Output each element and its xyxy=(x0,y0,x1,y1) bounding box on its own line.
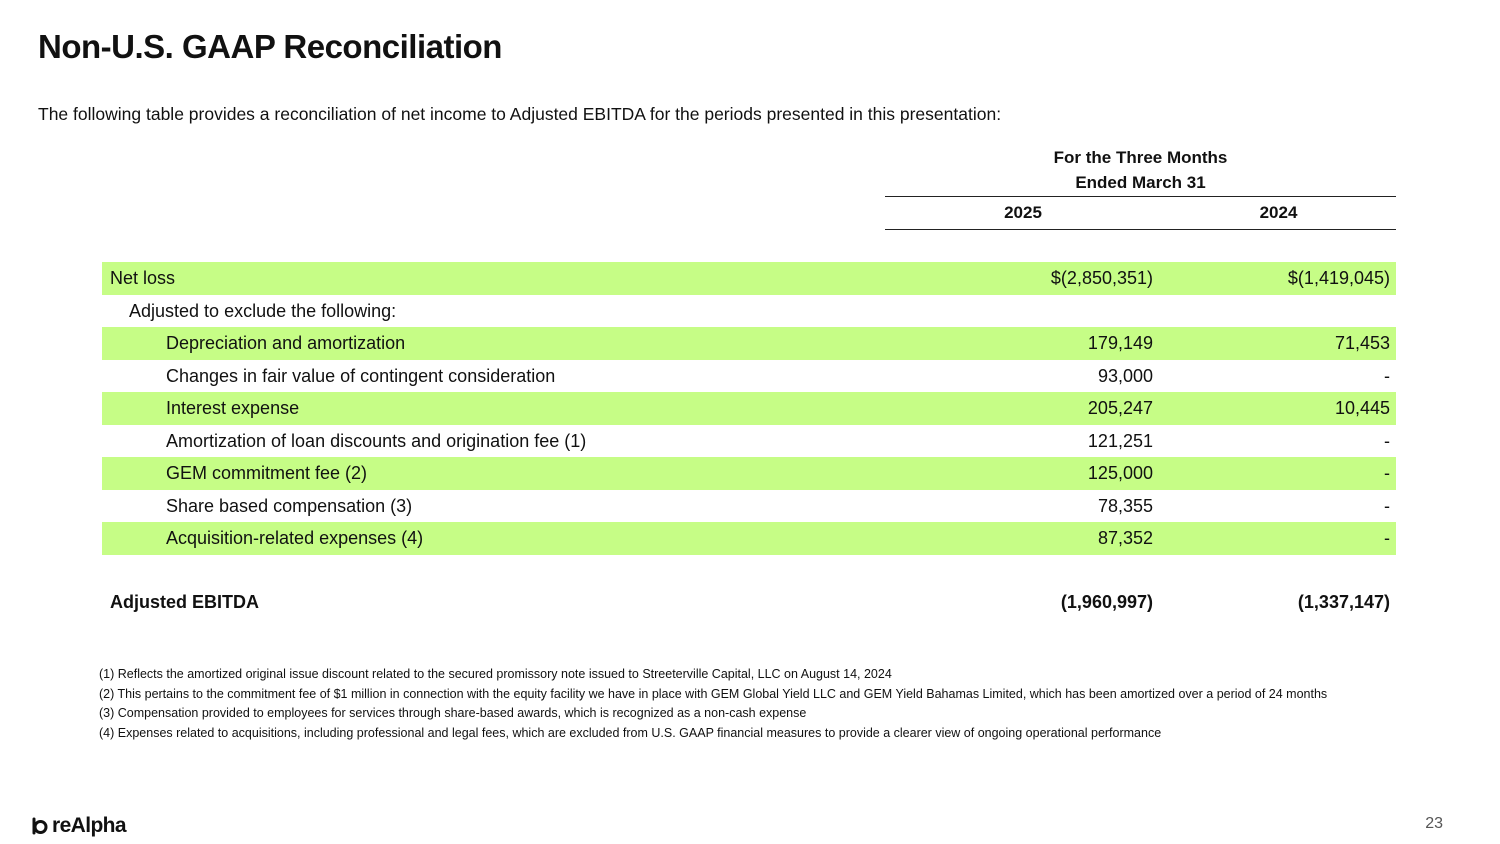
row-label: Acquisition-related expenses (4) xyxy=(166,528,424,548)
row-value-2025: 87,352 xyxy=(1097,528,1153,548)
row-label: Adjusted to exclude the following: xyxy=(129,300,397,321)
row-value-2025: 179,149 xyxy=(1087,333,1153,353)
period-rule-top xyxy=(885,196,1396,197)
table-row-loan-amortization xyxy=(102,425,1396,458)
row-value-2024: - xyxy=(1384,495,1390,516)
table-row-interest-expense xyxy=(102,392,1396,425)
row-value-2024: 71,453 xyxy=(1334,333,1390,353)
row-value-2025: 78,355 xyxy=(1097,495,1153,516)
period-header xyxy=(885,145,1396,195)
row-value-2025: 205,247 xyxy=(1087,398,1153,418)
page-number: 23 xyxy=(1425,815,1443,832)
total-value-2025: (1,960,997) xyxy=(1060,592,1153,612)
logo-mark-icon xyxy=(30,816,48,836)
row-label: Net loss xyxy=(110,268,176,288)
period-header-line1: For the Three Months xyxy=(1053,148,1228,167)
company-logo xyxy=(30,813,126,839)
table-row-share-compensation xyxy=(102,490,1396,523)
reconciliation-table xyxy=(102,262,1396,555)
table-row-adjusted-ebitda xyxy=(102,590,1396,618)
footnotes xyxy=(99,665,1327,743)
year-header-row xyxy=(885,201,1396,227)
table-row-net-loss xyxy=(102,262,1396,295)
page-title: Non-U.S. GAAP Reconciliation xyxy=(38,28,502,65)
row-label: Share based compensation (3) xyxy=(166,495,413,516)
total-value-2024: (1,337,147) xyxy=(1297,592,1390,612)
row-label: Changes in fair value of contingent consideration xyxy=(166,365,556,386)
row-value-2024: $(1,419,045) xyxy=(1287,268,1390,288)
table-row-gem-fee xyxy=(102,457,1396,490)
row-label: Interest expense xyxy=(166,398,300,418)
row-value-2025: 93,000 xyxy=(1097,365,1153,386)
total-label: Adjusted EBITDA xyxy=(110,592,260,612)
row-value-2024: - xyxy=(1384,365,1390,386)
footnote-1: (1) Reflects the amortized original issue discount related to the secured promissory note issued to Streeterville Capital, LLC on August 14, 2024 xyxy=(99,667,892,681)
period-header-line2: Ended March 31 xyxy=(1075,173,1206,192)
row-value-2025: 125,000 xyxy=(1087,463,1153,483)
footnote-4: (4) Expenses related to acquisitions, including professional and legal fees, which are excluded from U.S. GAAP financial measures to provide a clearer view of ongoing operational performance xyxy=(99,725,1162,740)
logo-text: reAlpha xyxy=(52,814,126,837)
table-row-depreciation xyxy=(102,327,1396,360)
table-row-contingent-consideration xyxy=(102,360,1396,393)
row-value-2024: 10,445 xyxy=(1334,398,1390,418)
row-label: Depreciation and amortization xyxy=(166,333,406,353)
period-rule-bottom xyxy=(885,229,1396,230)
page-subtitle: The following table provides a reconciliation of net income to Adjusted EBITDA for the periods presented in this presentation: xyxy=(38,104,1002,124)
footnote-2: (2) This pertains to the commitment fee of $1 million in connection with the equity facility we have in place with GEM Global Yield LLC and GEM Yield Bahamas Limited, which has been amortized over a period of 24 months xyxy=(99,686,1328,701)
year-2025-header: 2025 xyxy=(1004,203,1042,222)
table-row-acquisition-expenses xyxy=(102,522,1396,555)
footnote-3: (3) Compensation provided to employees for services through share-based awards, which is recognized as a non-cash expense xyxy=(99,706,807,721)
row-value-2025: 121,251 xyxy=(1087,430,1153,451)
row-label: GEM commitment fee (2) xyxy=(166,463,368,483)
row-value-2024: - xyxy=(1384,463,1390,483)
row-value-2025: $(2,850,351) xyxy=(1050,268,1153,288)
row-label: Amortization of loan discounts and origination fee (1) xyxy=(166,430,587,451)
table-row-adjusted-header xyxy=(102,295,1396,328)
year-2024-header: 2024 xyxy=(1259,203,1298,222)
row-value-2024: - xyxy=(1384,430,1390,451)
row-value-2024: - xyxy=(1384,528,1390,548)
